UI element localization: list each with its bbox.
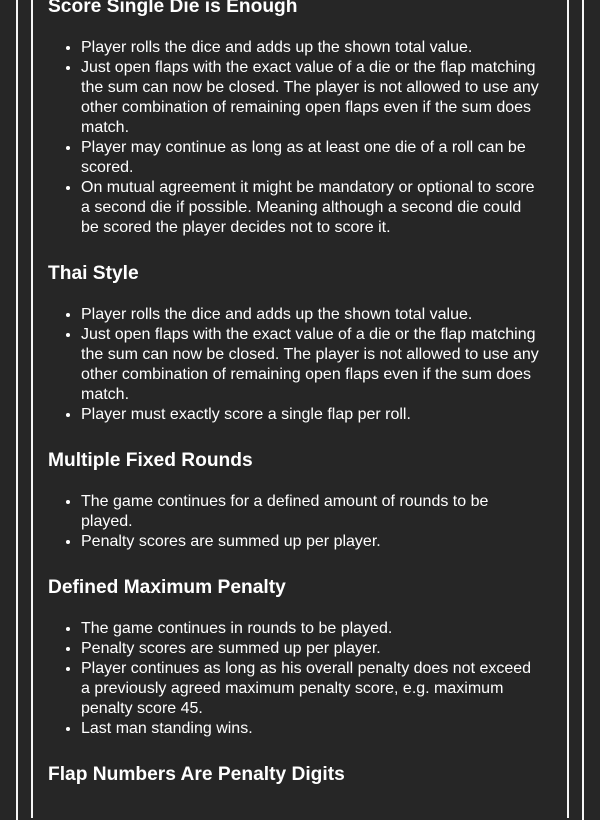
rule-item: • Player rolls the dice and adds up the shown total value. bbox=[81, 305, 542, 325]
rule-list bbox=[48, 619, 552, 739]
rule-item: • Player must exactly score a single flap per roll. bbox=[81, 405, 542, 425]
rule-item: • Player continues as long as his overall penalty does not exceed a previously agreed maximum penalty score, e.g. maximum penalty score 45. bbox=[81, 659, 542, 719]
rule-item: • Last man standing wins. bbox=[81, 719, 542, 739]
rules-section bbox=[48, 450, 552, 552]
section-heading: Multiple Fixed Rounds bbox=[48, 450, 253, 471]
rule-list bbox=[48, 492, 552, 552]
section-heading: Thai Style bbox=[48, 263, 139, 284]
rule-item: • Just open flaps with the exact value of a die or the flap matching the sum can now be closed. The player is not allowed to use any other combination of remaining open flaps even if the sum does match. bbox=[81, 325, 542, 405]
rule-item: • Penalty scores are summed up per player. bbox=[81, 532, 542, 552]
rule-item: • Penalty scores are summed up per player. bbox=[81, 639, 542, 659]
rules-sections bbox=[48, 0, 552, 786]
rule-list bbox=[48, 38, 552, 238]
rules-section bbox=[48, 263, 552, 425]
rule-item: • Player may continue as long as at least one die of a roll can be scored. bbox=[81, 138, 542, 178]
rules-section bbox=[48, 577, 552, 739]
rule-list bbox=[48, 305, 552, 425]
rules-section bbox=[48, 764, 552, 786]
rule-item: • The game continues in rounds to be played. bbox=[81, 619, 542, 639]
rule-item: • On mutual agreement it might be mandatory or optional to score a second die if possible. Meaning although a second die could be scored the player decides not to score it. bbox=[81, 178, 542, 238]
rule-item: • The game continues for a defined amount of rounds to be played. bbox=[81, 492, 542, 532]
section-heading: Score Single Die is Enough bbox=[48, 0, 298, 17]
rules-section bbox=[48, 0, 552, 238]
section-heading: Flap Numbers Are Penalty Digits bbox=[48, 764, 345, 785]
rule-item: • Just open flaps with the exact value of a die or the flap matching the sum can now be closed. The player is not allowed to use any other combination of remaining open flaps even if the sum does match. bbox=[81, 58, 542, 138]
content-panel bbox=[31, 0, 569, 818]
page-frame bbox=[16, 0, 584, 820]
rule-item: • Player rolls the dice and adds up the shown total value. bbox=[81, 38, 542, 58]
section-heading: Defined Maximum Penalty bbox=[48, 577, 286, 598]
